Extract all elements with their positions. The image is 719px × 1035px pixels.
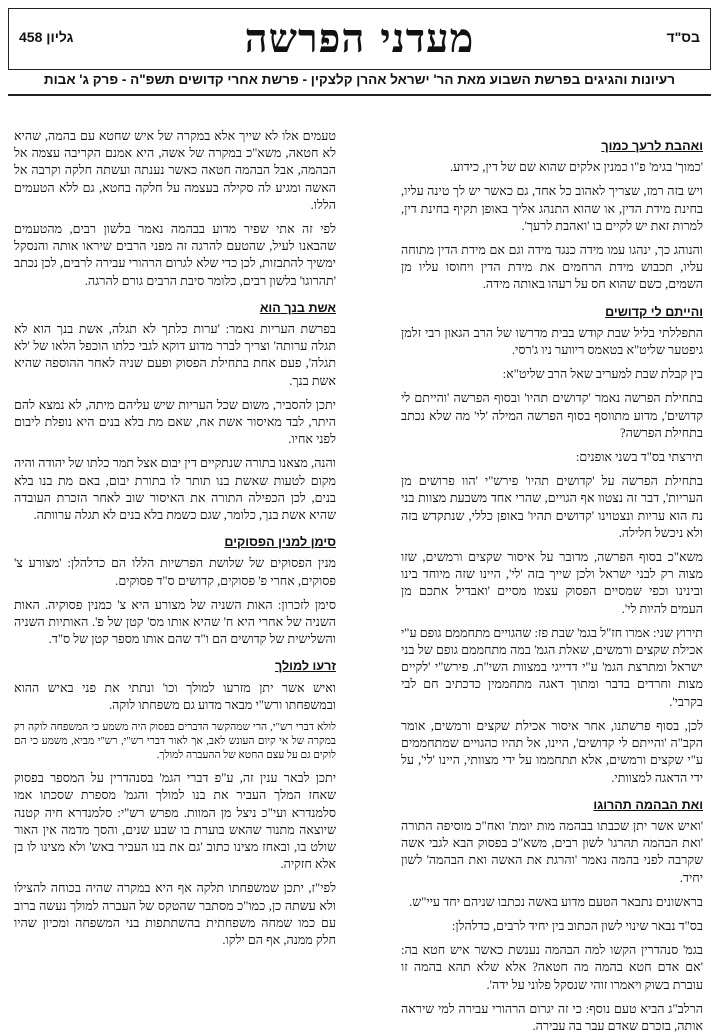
paragraph: התפללתי בליל שבת קודש בבית מדרשו של הרב הגאון רבי זלמן גיפטער שליט"א בטאמס ריווער ניו ג'רסי. bbox=[401, 325, 703, 358]
paragraph: והנוהג כך, ינהגו עמו מידה כנגד מידה וגם אם מידת הדין מתוחה עליו, תכבוש מידת הרחמים את מידת הדין ויחוסו עליו מן השמים, כשם שהוא חס על רעהו באותה מידה. bbox=[401, 243, 703, 292]
left-column bbox=[14, 128, 336, 1000]
paragraph: מנין הפסוקים של שלושת הפרשיות הללו הם כדלהלן: 'מצורע צ' פסוקים, אחרי פ' פסוקים, קדושים ס"ד פסוקים. bbox=[14, 556, 336, 588]
section-heading: ואהבת לרעך כמוך bbox=[601, 139, 703, 153]
section-heading: אשת בנך הוא bbox=[259, 300, 336, 315]
corner-mark: בס"ד bbox=[666, 29, 700, 45]
paragraph: טעמים אלו לא שייך אלא במקרה של איש שחטא עם בהמה, שהיא לא חטאה, משא"כ במקרה של אשה, היא אמנם הקריבה עצמה אל הבהמה, אבל הבהמה חטאה כאשר נענתה ועשתה חלקה וקרבה אל האשה ומגיע לה סקילה בעצמה על חלקה בחטא, גם ללא הטעמים הללו. bbox=[14, 129, 336, 212]
masthead bbox=[8, 8, 711, 70]
footnote: לולא דברי רש"י, הרי שמהקשר הדברים בפסוק היה משמע כי המשפחה לוקה רק במקרה של אי קיום העונש לאב, אך לאור דברי רש"י, רש"י מביא, משמע כי הם לוקים גם על עצם החטא של ההעברה למולך. bbox=[14, 722, 336, 762]
paragraph: בתחילת הפרשה נאמר 'קדושים תהיו' ובסוף הפרשה 'והייתם לי קדושים', מדוע מתווסף בסוף הפרשה המילה 'לי' מה שלא נכתב בתחילת הפרשה? bbox=[401, 391, 703, 440]
subtitle: רעיונות והגיגים בפרשת השבוע מאת הר' ישראל אהרן קלצקין - פרשת אחרי קדושים תשפ"ה - פרק ג' אבות bbox=[43, 72, 676, 87]
section-heading: זרעו למולך bbox=[274, 659, 336, 674]
section-heading: סימן למנין הפסוקים bbox=[224, 535, 336, 550]
paragraph: משא"כ בסוף הפרשה, מדובר על איסור שקצים ורמשים, שזו מצוה רק לבני ישראל ולכן שייך בזה 'לי', היינו שזה מיוחד בינו ובינינו וכפי שמסיים הפסוק עצמו מסיים 'ואבדיל אתכם מן העמים להיות לי'. bbox=[401, 550, 703, 616]
paragraph: הרלב"ג הביא טעם נוסף: כי זה יגרום הרהורי עבירה למי שיראה אותה, בזכרם שאדם עבר בה עבירה. bbox=[401, 1001, 703, 1033]
header-divider bbox=[8, 94, 711, 96]
paragraph: בראשונים נתבאר הטעם מדוע באשה נכתבו שניהם יחד עיי"ש. bbox=[409, 894, 703, 909]
paragraph: בפרשת העריות נאמר: 'ערות כלתך לא תגלה, אשת בנך הוא לא תגלה ערותה' וצריך לברר מדוע דוקא לגבי כלתו הוכפל הלאו של 'לא תגלה', פעם אחת בתחילת הפסוק ופעם שניה לאחר ההוספה שהיא אשת בנך. bbox=[14, 322, 336, 388]
right-column bbox=[401, 128, 703, 1033]
paragraph: בתחילת הפרשה על 'קדושים תהיו' פירש"י 'הוו פרושים מן העריות', דבר זה נצטוו אף הגויים, שהרי אחד משבעת מצוות בני נח הוא עריות ונצטוינו 'קדושים תהיו' באופן כללי, שנתקדש בזה ולא ניכשל חלילה. bbox=[401, 474, 703, 540]
paragraph: בגמ' סנהדרין הקשו למה הבהמה נענשת כאשר איש חטא בה: 'אם אדם חטא בהמה מה חטאה? אלא שלא תהא בהמה זו עוברת בשוק ויאמרו זוהי שנסקל פלוני על ידה'. bbox=[401, 943, 703, 992]
paragraph: ויש בזה רמז, שצריך לאהוב כל אחד, גם כאשר יש לך טינה עליו, בחינת מידת הדין, או שהוא התנהג אליך באופן תקיף בחינת דין, למרות זאת יש לקיים בו 'ואהבת לרעך'. bbox=[401, 184, 703, 233]
paragraph: לפי"ז, יתכן שמשפחתו תלקה אף היא במקרה שהיה בכוחה להצילו ולא עשתה כן, כמו"כ מסתבר שהטקס של העברה למולך נעשה ברוב עם כמו שמחה משפחתית בהשתתפות בני המשפחה ומכיון שהיו חלק ממנה, אף הם ילקו. bbox=[14, 881, 336, 947]
section-heading: והייתם לי קדושים bbox=[605, 304, 703, 319]
newsletter-title: מעדני הפרשה bbox=[244, 15, 475, 62]
paragraph: תירוץ שני: אמרו חז"ל בגמ' שבת פז: שהגויים מתחממם גופם ע"י אכילת שקצים ורמשים, שאלת הגמ' במה מתחממם גופם של בני ישראל ומתרצת הגמ' ע"י דדייגי במצוות השי"ת. פירש"י 'לקיים מצות וחרדים בדבר ומתוך דאגה מתחממין כדכתיב חם לבי בקרבי'. bbox=[401, 625, 703, 709]
paragraph: 'ואיש אשר יתן שכבתו בבהמה מות יומת' ואח"כ מוסיפה התורה 'ואת הבהמה תהרגו' לשון רבים, משא"כ בפסוק הבא לגבי אשה שקרבה לפני בהמה נאמר 'והרגת את האשה ואת הבהמה' לשון יחיד. bbox=[401, 818, 703, 885]
section-heading: ואת הבהמה תהרוגו bbox=[593, 797, 703, 812]
paragraph: 'כמוך' בגימ' פ"ו כמנין אלקים שהוא שם של דין, כידוע. bbox=[450, 160, 703, 175]
issue-number: גליון 458 bbox=[19, 29, 74, 45]
paragraph: לפי זה אתי שפיר מדוע בבהמה נאמר בלשון רבים, מהטעמים שהבאנו לעיל, שהטעם להרגה זה מפני הרבים שיראו אותה והנסקל ימשיך להתבזות, לכן כדי שלא לגרום הרהורי עבירה לרבים, לכן נכתב 'תהרוגו' בלשון רבים, כלומר סיבת הרבים גורם להרגה. bbox=[14, 222, 336, 288]
paragraph: ואיש אשר יתן מזרעו למולך וכו' ונתתי את פני באיש ההוא ובמשפחתו ורש"י מבאר מדוע גם משפחתו לוקה. bbox=[14, 680, 336, 712]
paragraph: והנה, מצאנו בתורה שנתקיים דין יבום אצל תמר כלתו של יהודה והיה מקום לטעות שאשת בנו תותר לו בתורת יבום, באם מת בנו בלא בנים, לכן הכפילה התורה את האיסור שוב לאחר הזכרת העובדה שהיא אשת בנך, כלומר, שגם כשמת בלא בנים לא תגלה ערוותה. bbox=[14, 456, 336, 523]
paragraph: יתכן להסביר, משום שכל העריות שיש עליהם מיתה, לא נמצא להם היתר, לבד מאיסור אשת אח, שאם מת בלא בנים היא נופלת ליבום לפני אחיו. bbox=[14, 397, 336, 447]
paragraph: לכן, בסוף פרשתנו, אחר איסור אכילת שקצים ורמשים, אומר הקב"ה 'והייתם לי קדושים', היינו, אל תהיו כהגויים שמתחממים ע"י שקצים ורמשים, אלא תתחממו על ידי מצוותי, היינו 'לי', על ידי הדאגה למצוותי. bbox=[401, 718, 703, 785]
paragraph: יתכן לבאר ענין זה, ע"פ דברי הגמ' בסנהדרין על המספר בפסוק שאחז המלך העביר את בנו למולך והגמ' מספרת שסכתו אמו סלמנדרא ועי"כ ניצל מן המוות. מפרש רש"י: סלמנדרא חיה קטנה שיוצאה מתנור שהאש בוערת בו שבע שנים, והסך מדמה אין האור שולט בו, ובאחז מצינו כתוב 'גם את בנו העביר באש' ולא מצינו לו בן אלא חזקיה. bbox=[14, 771, 336, 872]
paragraph: סימן לזכרון: האות השניה של מצורע היא צ' כמנין פסוקיה. האות השניה של אחרי היא ח' שהיא אותו מס' קטן של פ'. האותיות השניה והשלישית של קדושים הם ו"ד שהם אותו מספר קטן של ס"ד. bbox=[14, 597, 336, 647]
paragraph: בין קבלת שבת למעריב שאל הרב שליט"א: bbox=[502, 367, 703, 382]
paragraph: תירצתי בס"ד בשני אופנים: bbox=[575, 450, 703, 465]
paragraph: בס"ד נבאר שינוי לשון הכתוב בין יחיד לרבים, כדלהלן: bbox=[451, 918, 703, 933]
